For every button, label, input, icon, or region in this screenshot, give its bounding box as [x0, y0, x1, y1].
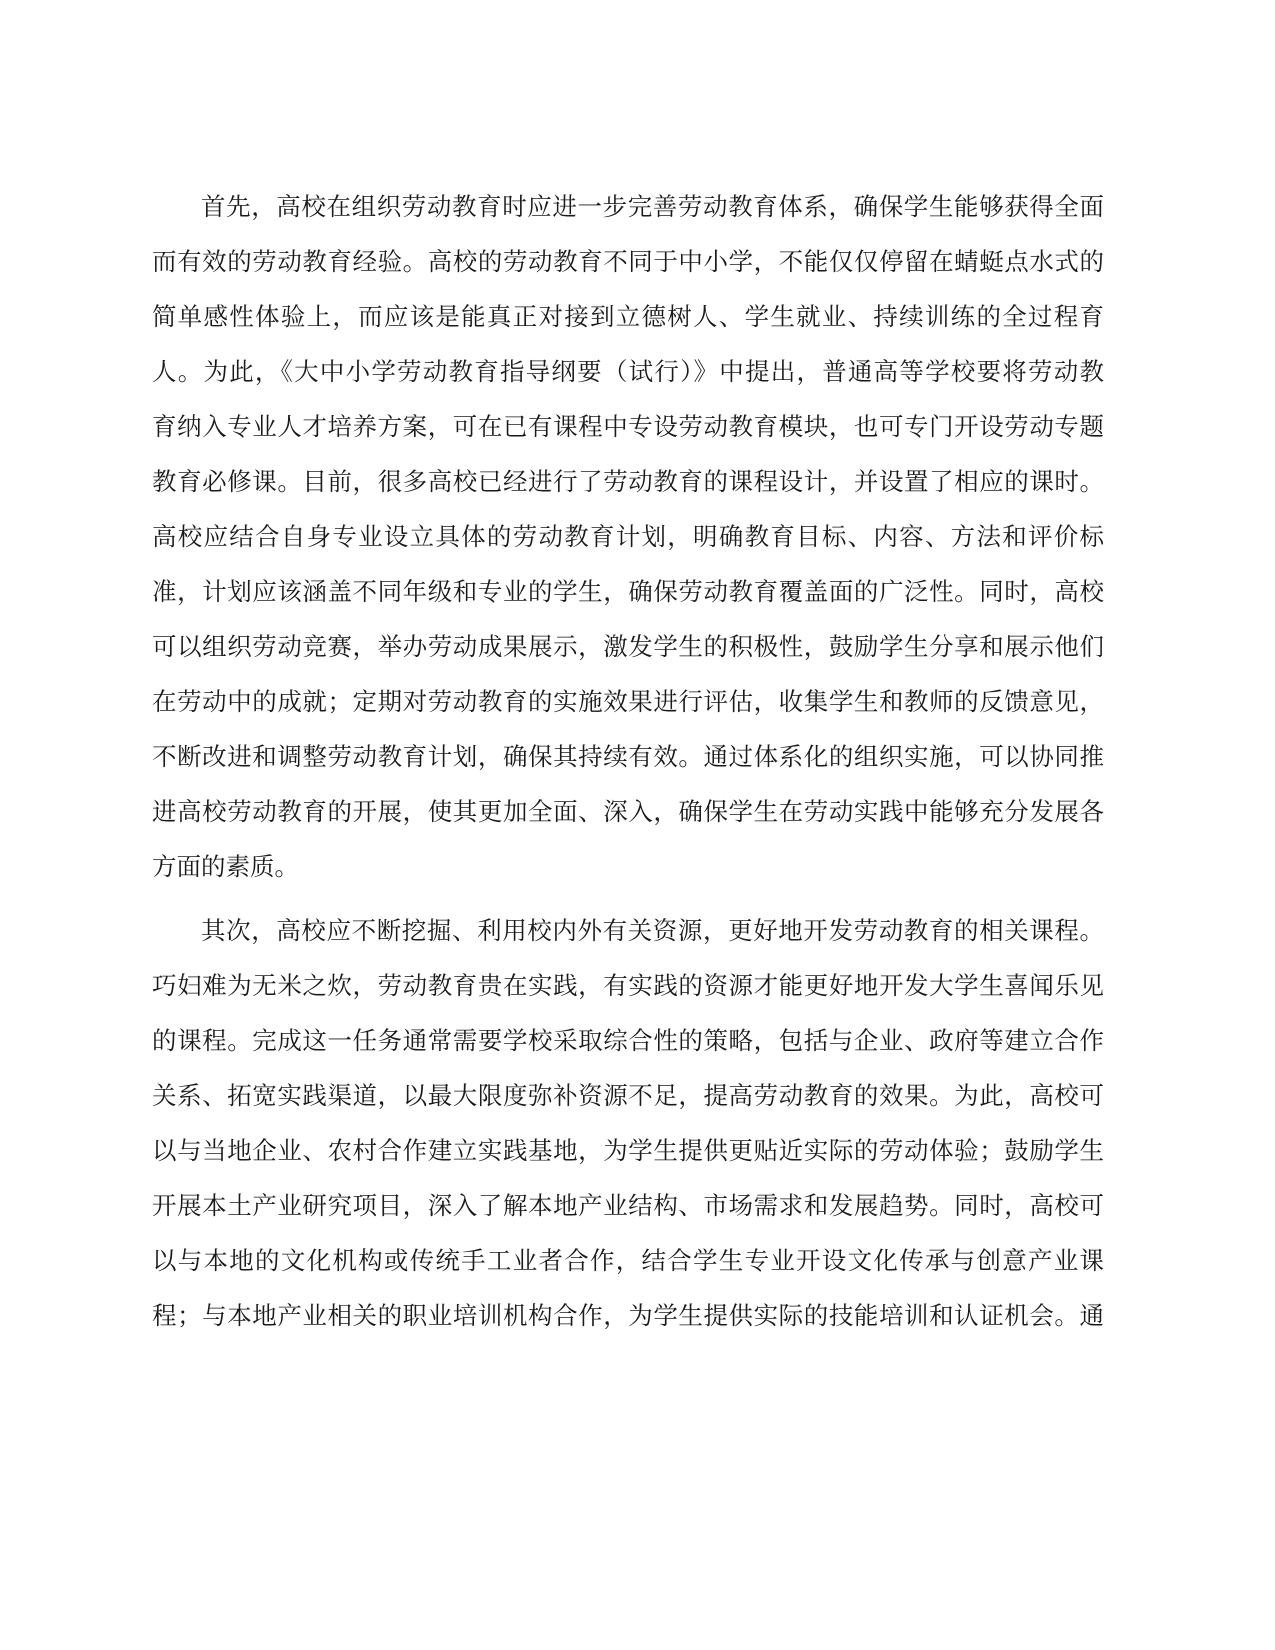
- text-line: 高校应结合自身专业设立具体的劳动教育计划，明确教育目标、内容、方法和评价标: [152, 522, 1104, 551]
- text-line: 开展本土产业研究项目，深入了解本地产业结构、市场需求和发展趋势。同时，高校可: [152, 1191, 1104, 1220]
- text-line: 进高校劳动教育的开展，使其更加全面、深入，确保学生在劳动实践中能够充分发展各: [152, 797, 1104, 826]
- text-line: 而有效的劳动教育经验。高校的劳动教育不同于中小学，不能仅仅停留在蜻蜓点水式的: [152, 247, 1104, 276]
- text-line: 以与本地的文化机构或传统手工业者合作，结合学生专业开设文化传承与创意产业课: [152, 1246, 1104, 1275]
- text-line: 方面的素质。: [152, 852, 299, 881]
- text-line: 其次，高校应不断挖掘、利用校内外有关资源，更好地开发劳动教育的相关课程。: [201, 916, 1104, 945]
- text-line: 可以组织劳动竞赛，举办劳动成果展示，激发学生的积极性，鼓励学生分享和展示他们: [152, 632, 1104, 661]
- text-line: 不断改进和调整劳动教育计划，确保其持续有效。通过体系化的组织实施，可以协同推: [152, 742, 1104, 771]
- text-line: 准，计划应该涵盖不同年级和专业的学生，确保劳动教育覆盖面的广泛性。同时，高校: [152, 577, 1104, 606]
- text-line: 简单感性体验上，而应该是能真正对接到立德树人、学生就业、持续训练的全过程育: [152, 302, 1104, 331]
- text-line: 以与当地企业、农村合作建立实践基地，为学生提供更贴近实际的劳动体验；鼓励学生: [152, 1136, 1104, 1165]
- text-line: 程；与本地产业相关的职业培训机构合作，为学生提供实际的技能培训和认证机会。通: [152, 1301, 1104, 1330]
- text-line: 巧妇难为无米之炊，劳动教育贵在实践，有实践的资源才能更好地开发大学生喜闻乐见: [152, 971, 1104, 1000]
- text-line: 育纳入专业人才培养方案，可在已有课程中专设劳动教育模块，也可专门开设劳动专题: [152, 412, 1104, 441]
- text-line: 关系、拓宽实践渠道，以最大限度弥补资源不足，提高劳动教育的效果。为此，高校可: [152, 1081, 1104, 1110]
- text-line: 人。为此，《大中小学劳动教育指导纲要（试行）》中提出，普通高等学校要将劳动教: [152, 357, 1104, 386]
- text-line: 的课程。完成这一任务通常需要学校采取综合性的策略，包括与企业、政府等建立合作: [152, 1026, 1104, 1055]
- text-line: 首先，高校在组织劳动教育时应进一步完善劳动教育体系，确保学生能够获得全面: [201, 192, 1104, 221]
- text-line: 教育必修课。目前，很多高校已经进行了劳动教育的课程设计，并设置了相应的课时。: [152, 467, 1104, 496]
- text-line: 在劳动中的成就；定期对劳动教育的实施效果进行评估，收集学生和教师的反馈意见，: [152, 687, 1104, 716]
